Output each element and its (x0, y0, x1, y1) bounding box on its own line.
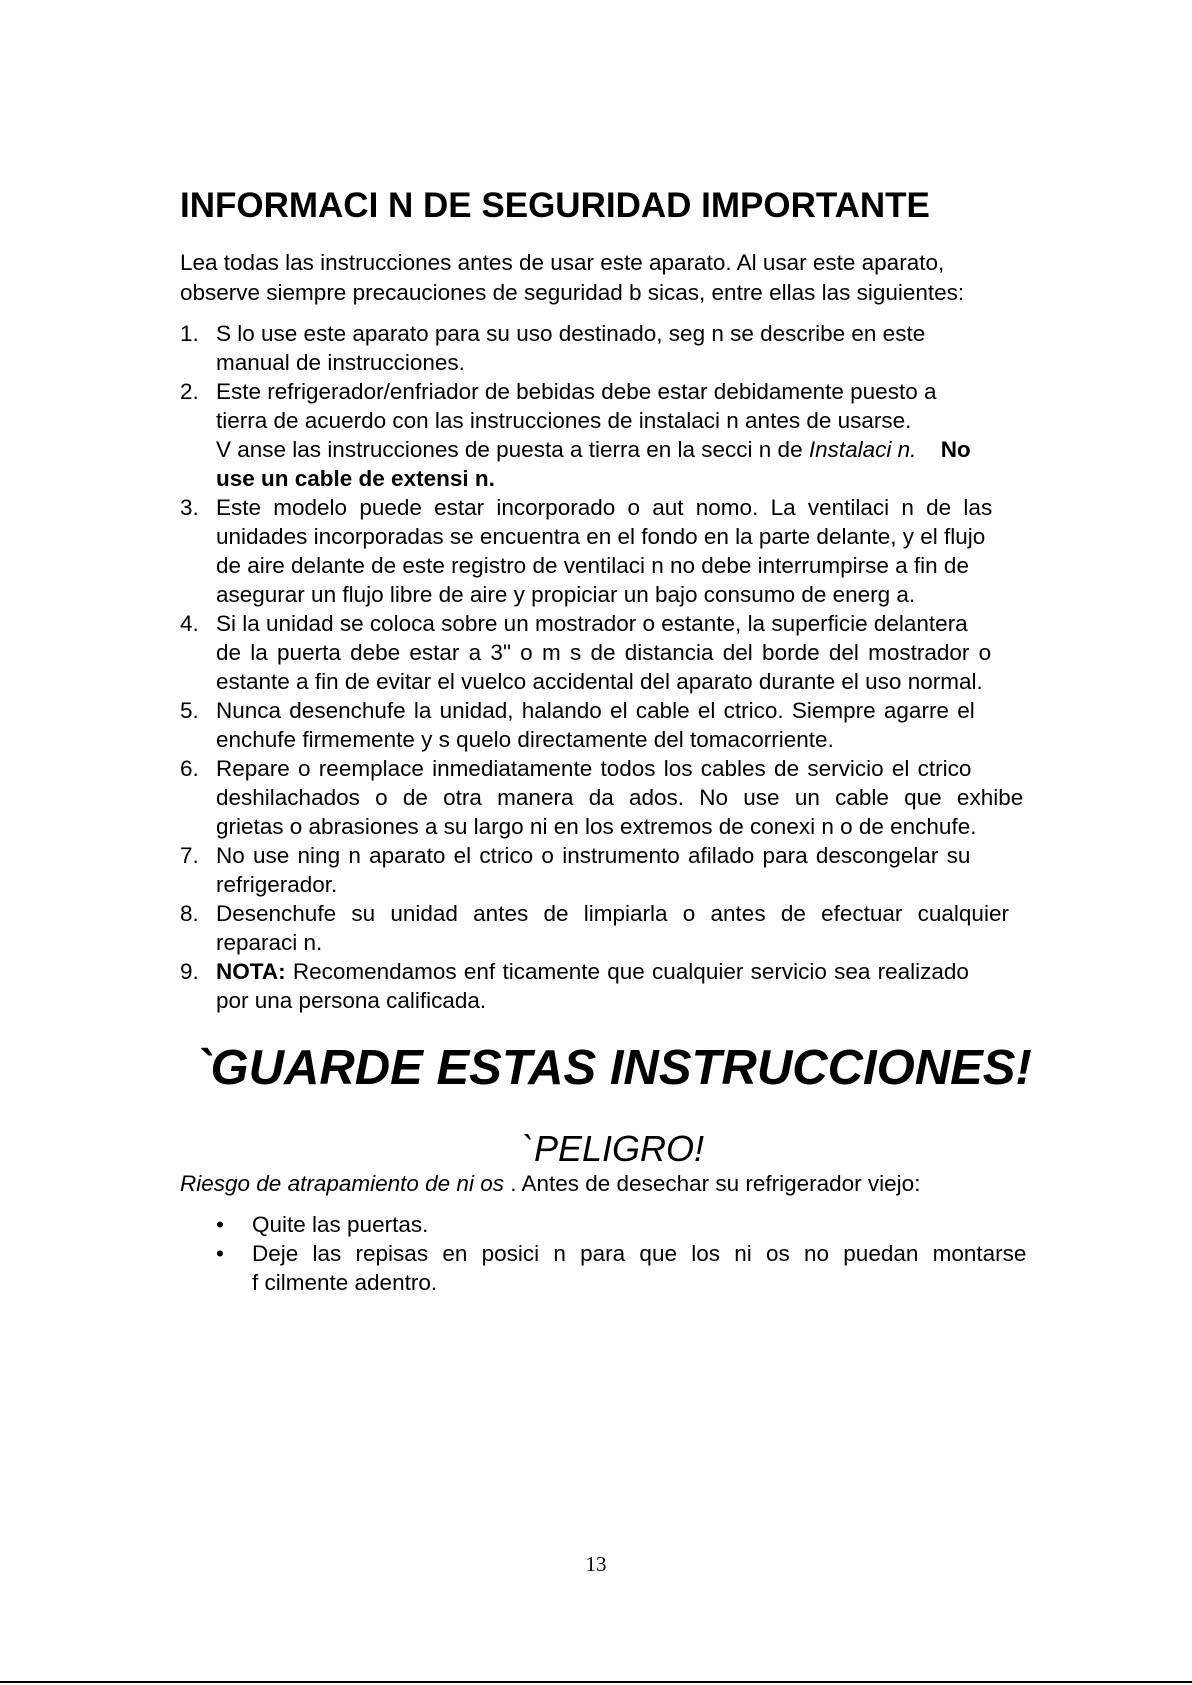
list-item (180, 493, 1046, 609)
item-line: Quite las puertas. (252, 1212, 429, 1237)
safety-list (180, 319, 1046, 1015)
item-line: Desenchufe su unidad antes de limpiarla o antes de efectuar cualquier (216, 901, 1009, 926)
list-item (180, 957, 1046, 1015)
item-text: Recomendamos enf ticamente que cualquier servicio sea realizado (285, 959, 969, 984)
item-line (216, 957, 1046, 986)
list-item (180, 841, 1046, 899)
item-line: Nunca desenchufe la unidad, halando el cable el ctrico. Siempre agarre el (216, 698, 975, 723)
item-line: de la puerta debe estar a 3" o m s de distancia del borde del mostrador o (216, 640, 992, 665)
warning-text: use un cable de extensi n. (216, 466, 495, 491)
save-instructions-heading: `GUARDE ESTAS INSTRUCCIONES! (194, 1041, 1032, 1095)
item-line: S lo use este aparato para su uso destinado, seg n se describe en este (216, 321, 926, 346)
intro-line: observe siempre precauciones de seguridad b sicas, entre ellas las siguientes: (180, 280, 965, 305)
item-number: 7. (180, 843, 199, 868)
item-number: 1. (180, 321, 199, 346)
item-number: 6. (180, 756, 199, 781)
bullet-icon: • (216, 1241, 224, 1266)
item-line: tierra de acuerdo con las instrucciones de instalaci n antes de usarse. (216, 408, 912, 433)
item-line: por una persona calificada. (216, 988, 487, 1013)
warning-text: No (940, 437, 971, 462)
list-item (180, 377, 1046, 493)
bullet-icon: • (216, 1212, 224, 1237)
list-item (180, 609, 1046, 696)
item-line: Este refrigerador/enfriador de bebidas debe estar debidamente puesto a (216, 379, 937, 404)
item-line: de aire delante de este registro de ventilaci n no debe interrumpirse a fin de (216, 553, 969, 578)
risk-text: . Antes de desechar su refrigerador viejo: (503, 1171, 921, 1196)
list-item (180, 319, 1046, 377)
list-item (180, 754, 1046, 841)
item-line: deshilachados o de otra manera da ados. No use un cable que exhibe (216, 785, 1024, 810)
disposal-list (216, 1210, 1046, 1297)
page-number: 13 (585, 1552, 607, 1576)
item-number: 3. (180, 495, 199, 520)
list-item (180, 899, 1046, 957)
item-line: No use ning n aparato el ctrico o instrumento afilado para descongelar su (216, 843, 971, 868)
section-reference: Instalaci n. (808, 437, 917, 462)
bottom-rule (0, 1681, 1192, 1683)
item-line: f cilmente adentro. (252, 1270, 438, 1295)
item-line: reparaci n. (216, 930, 323, 955)
item-line: estante a fin de evitar el vuelco accidental del aparato durante el uso normal. (216, 669, 983, 694)
item-text: V anse las instrucciones de puesta a tierra en la secci n de (216, 437, 803, 462)
item-line: Si la unidad se coloca sobre un mostrador o estante, la superficie delantera (216, 611, 968, 636)
item-line: unidades incorporadas se encuentra en el fondo en la parte delante, y el flujo (216, 524, 986, 549)
item-line: enchufe firmemente y s quelo directamente del tomacorriente. (216, 727, 834, 752)
item-number: 9. (180, 959, 199, 984)
item-line: manual de instrucciones. (216, 350, 465, 375)
item-number: 5. (180, 698, 199, 723)
item-line: Este modelo puede estar incorporado o aut nomo. La ventilaci n de las (216, 495, 993, 520)
item-number: 8. (180, 901, 199, 926)
item-line (216, 435, 1046, 464)
note-label: NOTA: (216, 959, 286, 984)
item-line: Deje las repisas en posici n para que los ni os no puedan montarse (252, 1241, 1027, 1266)
list-item (180, 696, 1046, 754)
risk-label: Riesgo de atrapamiento de ni os (180, 1171, 504, 1196)
intro-line: Lea todas las instrucciones antes de usar este aparato. Al usar este aparato, (180, 250, 945, 275)
intro-paragraph (180, 248, 1046, 308)
danger-heading: `PELIGRO! (521, 1128, 705, 1169)
list-item (216, 1210, 1046, 1239)
risk-paragraph (180, 1169, 1046, 1199)
item-number: 2. (180, 379, 199, 404)
item-number: 4. (180, 611, 199, 636)
item-line: Repare o reemplace inmediatamente todos los cables de servicio el ctrico (216, 756, 972, 781)
safety-heading: INFORMACI N DE SEGURIDAD IMPORTANTE (180, 186, 930, 225)
item-line: grietas o abrasiones a su largo ni en los extremos de conexi n o de enchufe. (216, 814, 977, 839)
item-line: asegurar un flujo libre de aire y propiciar un bajo consumo de energ a. (216, 582, 916, 607)
item-line: refrigerador. (216, 872, 338, 897)
list-item (216, 1239, 1046, 1297)
